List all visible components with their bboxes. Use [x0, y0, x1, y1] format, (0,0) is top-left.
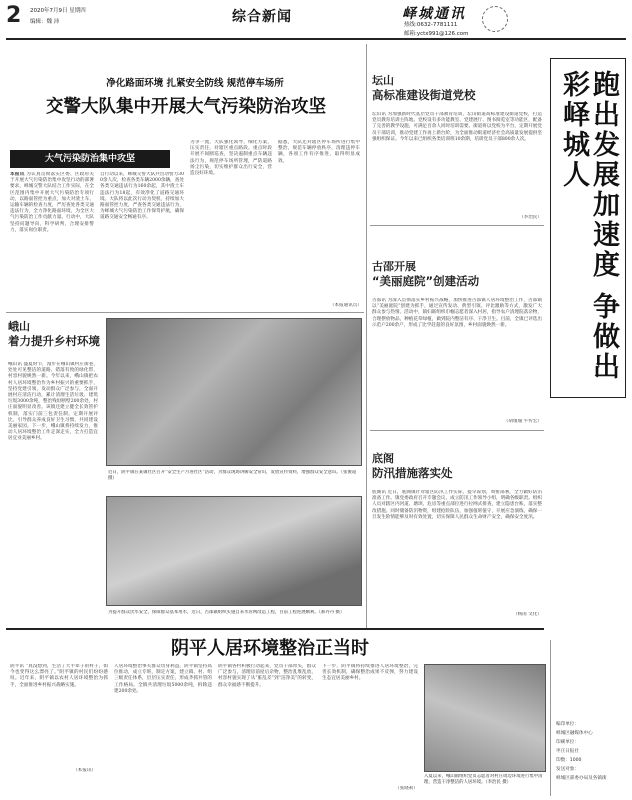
- lead-divider: [6, 312, 364, 313]
- photo2-caption: 为提升群众饮水安全，保障群众基本用水，近日，古邵镇组织实施自来水管网改造工程，目前工程进展顺利。（郝丹丹 摄）: [108, 610, 345, 615]
- colophon-line: 发送对象：: [556, 767, 579, 772]
- masthead-rule: [6, 38, 626, 40]
- colophon: [556, 720, 628, 783]
- lead-credit: （本报通讯员）: [329, 303, 362, 308]
- lead-column-3: 为争一流，大队强化领导，细化方案，压实责任，对辖区重点路段、重点时段开展不间断巡查，坚决遏制重点车辆违法行为，规范停车场所管理，严防道路扬尘污染，切实维护群众出行安全，营造良好环境。: [190, 140, 272, 177]
- colophon-divider: [550, 640, 551, 796]
- s3-credit: （杨雨 文化）: [512, 612, 542, 617]
- s2-divider: [370, 430, 544, 431]
- hotline-text: 热线:0632-7781111: [404, 22, 458, 28]
- colophon-line: 编印单位：: [556, 722, 579, 727]
- bottom-column-3: 阴平镇各村积极行动起来，党员干部带头，群众广泛参与，清理房前屋后杂物，整治乱堆乱放，村容村貌实现了从“脏乱差”到“洁净美”的转变，群众幸福感不断提升。: [218, 664, 316, 688]
- column-divider: [366, 44, 367, 628]
- photo-water-pipeline: [106, 496, 362, 606]
- s1-headline: 高标准建设街道党校: [372, 88, 476, 102]
- photo1-caption: 近日，阴平镇在某镇社区召开“安全生产月进社区”活动，为群众现场讲解安全常识，发放宣传资料，增强群众安全意识。（张俊超 摄）: [108, 470, 357, 481]
- lead-banner: [10, 150, 170, 168]
- lead-column-1: [10, 172, 94, 302]
- page-number: 2: [6, 3, 22, 28]
- s1-credit: （李治民）: [519, 215, 542, 220]
- bottom-photo-caption: 入夏以来，峨山镇组织党员志愿者对村庄周边环境进行集中清理，营造干净整洁的人居环境。（李治民 摄）: [424, 774, 543, 785]
- colophon-line: 峄城区部委办局及各镇街: [556, 776, 607, 781]
- issue-date: 2020年7月9日 星期四: [30, 8, 86, 14]
- s2-headline-top: 古邵开展: [372, 260, 416, 273]
- lead-kicker: 净化路面环境 扎紧安全防线 规范停车场所: [106, 78, 284, 89]
- vertical-slogan: 跑出发展加速度 争做出彩峄城人: [558, 70, 619, 383]
- s3-headline-top: 底阁: [372, 452, 394, 465]
- bottom-column-4: 下一步，阴平镇将持续推进人居环境整治，完善长效机制，确保整治成果不反弹，努力建设生态宜居美丽乡村。: [322, 664, 418, 682]
- bottom-column-1: 阴平讯 “真没想到，生活了大半辈子的村子，如今也变得这么漂亮了。”阴平镇的村民们纷纷感叹。近年来，阴平镇以农村人居环境整治为抓手，全面推进乡村振兴战略实施。: [10, 664, 108, 688]
- colophon-line: 印刷单位：: [556, 740, 579, 745]
- s2-credit: （胡瑾瑜 牛传宏）: [503, 419, 542, 424]
- photo-safety-campaign: [106, 318, 362, 466]
- bottom-top-rule: [6, 628, 544, 630]
- colophon-line: 印数：1000: [556, 758, 582, 763]
- bottom-headline: 阴平人居环境整治正当时: [171, 638, 369, 659]
- bottom-credit: （张晓莉）: [395, 786, 418, 791]
- story2-headline: 着力提升乡村环境: [8, 334, 100, 348]
- lead-banner-text: 大气污染防治集中攻坚: [44, 154, 135, 164]
- story2-headline-top: 峨山: [8, 320, 30, 333]
- paper-logo: 峄城通讯: [402, 6, 466, 22]
- lead-column-1-text: 为认真贯彻落实区委、区政府关于开展大气污染防治集中攻坚行动的部署要求，峄城交警大队结合工作实际，在全区范围内集中开展大气污染防治专项行动，以路面管控为重点，加大对渣土车、运输车辆的检查力度，严厉查处各类交通违法行为，全力净化路面环境，为全区大气污染防治工作贡献力量。行动中，大队坚持问题导向，科学研判，合理安排警力，落实岗位职责。: [10, 172, 94, 233]
- s1-headline-top: 坛山: [372, 74, 394, 87]
- lead-byline: 本报讯: [10, 172, 25, 177]
- lead-headline: 交警大队集中开展大气污染防治攻坚: [46, 97, 326, 117]
- bottom-column-2: 人居环境整治事关群众切身利益，阴平镇坚持高位推动，成立专班，制定方案，建立镇、村、组三级责任体系，层层压实责任，形成齐抓共管的工作格局。全镇共清理垃圾5000余吨，拆除违建200余处。: [114, 664, 212, 694]
- lead-column-2: 自行动以来，峄城交警大队共出动警力300余人次，检查各类车辆2000余辆，查处各类交通违法行为160余起，其中渣土车违法行为18起，有效净化了道路交通环境。大队将以此次行动为契机，持续加大路面管控力度，严查各类交通违法行为，为峄城大气污染防治工作保驾护航，确保道路交通安全畅通有序。: [100, 172, 184, 221]
- lead-column-4: 据悉，大队还对辖区停车场所进行集中整治，规范车辆停放秩序，清理违停车辆，各项工作有序推进，取得明显成效。: [278, 140, 360, 164]
- email-text: 邮箱:yctx991@126.com: [404, 31, 469, 37]
- s1-divider: [370, 225, 544, 226]
- colophon-line: 枣庄日报社: [556, 749, 579, 754]
- s2-body: 古邵讯 为深入贯彻落实乡村振兴战略，加快推进古邵镇人居环境整治工作，古邵镇以“美丽庭院”创建为抓手，通过宣传发动、典型引领、评比激励等方式，激发广大群众参与热情。活动中，镇妇联组织巾帼志愿者深入村居，指导农户清理院落杂物，合理摆放物品，种植花草绿植，做到院内整洁有序、干净卫生。目前，全镇已评选出示范户200余户，形成了比学赶超的良好氛围，乡村面貌焕然一新。: [372, 298, 542, 328]
- story2-body: 峨山讯 盛夏时节，漫步在峨山镇村庄街巷，处处可见整洁的道路、错落有致的绿化带，村容村貌焕然一新。今年以来，峨山镇把农村人居环境整治作为乡村振兴的重要抓手，坚持党建引领，发动群众广泛参与，全面开展村庄清洁行动，累计清理生活垃圾、建筑垃圾3000余吨，整治残垣断壁200余处，村庄面貌明显改善。该镇还建立健全长效管护机制，落实门前三包责任制，定期开展评比，引导群众养成良好卫生习惯，共同建设美丽家园。下一步，峨山镇将持续发力，推动人居环境整治工作走深走实，全力打造宜居宜业美丽乡村。: [8, 362, 98, 442]
- decorative-flower-icon: [482, 6, 508, 32]
- s1-body: 坛山讯 为加强新时代基层党员干部教育培训，坛山街道高标准建设街道党校，打造党员教育培训主阵地。党校设有多功能教室、党建展厅、图书阅览室等功能区，配备了完善的教学设施，可满足百余人同时培训需要。街道将以党校为平台，定期开展党员干部培训，推动党建工作再上新台阶，为全面推动街道经济社会高质量发展提供坚强组织保证。今年以来已组织各类培训班10余期，培训党员干部800余人次。: [372, 112, 542, 142]
- s2-headline: “美丽庭院”创建活动: [372, 274, 480, 288]
- story2-credit: （本报讯）: [73, 768, 96, 773]
- photo-volunteers: [424, 664, 546, 772]
- editor-name: 编辑：魏 沛: [30, 19, 60, 25]
- section-title: 综合新闻: [232, 9, 292, 25]
- s3-body: 底阁讯 近日，底阁镇针对辖区防汛工作实际，提早谋划，周密部署，全力做好防汛准备工作。镇党委政府召开专题会议，成立防汛工作领导小组，明确各级职责。组织人员对辖区内河道、塘坝、危房等重点部位进行拉网式排查，建立隐患台账，落实整改措施。同时储备防汛物资，组建抢险队伍，加强值班值守，开展应急演练，确保一旦发生险情能够及时有效处置，切实保障人民群众生命财产安全，确保安全度汛。: [372, 490, 542, 520]
- s3-headline: 防汛措施落实处: [372, 466, 453, 480]
- colophon-line: 峄城区融媒体中心: [556, 731, 593, 736]
